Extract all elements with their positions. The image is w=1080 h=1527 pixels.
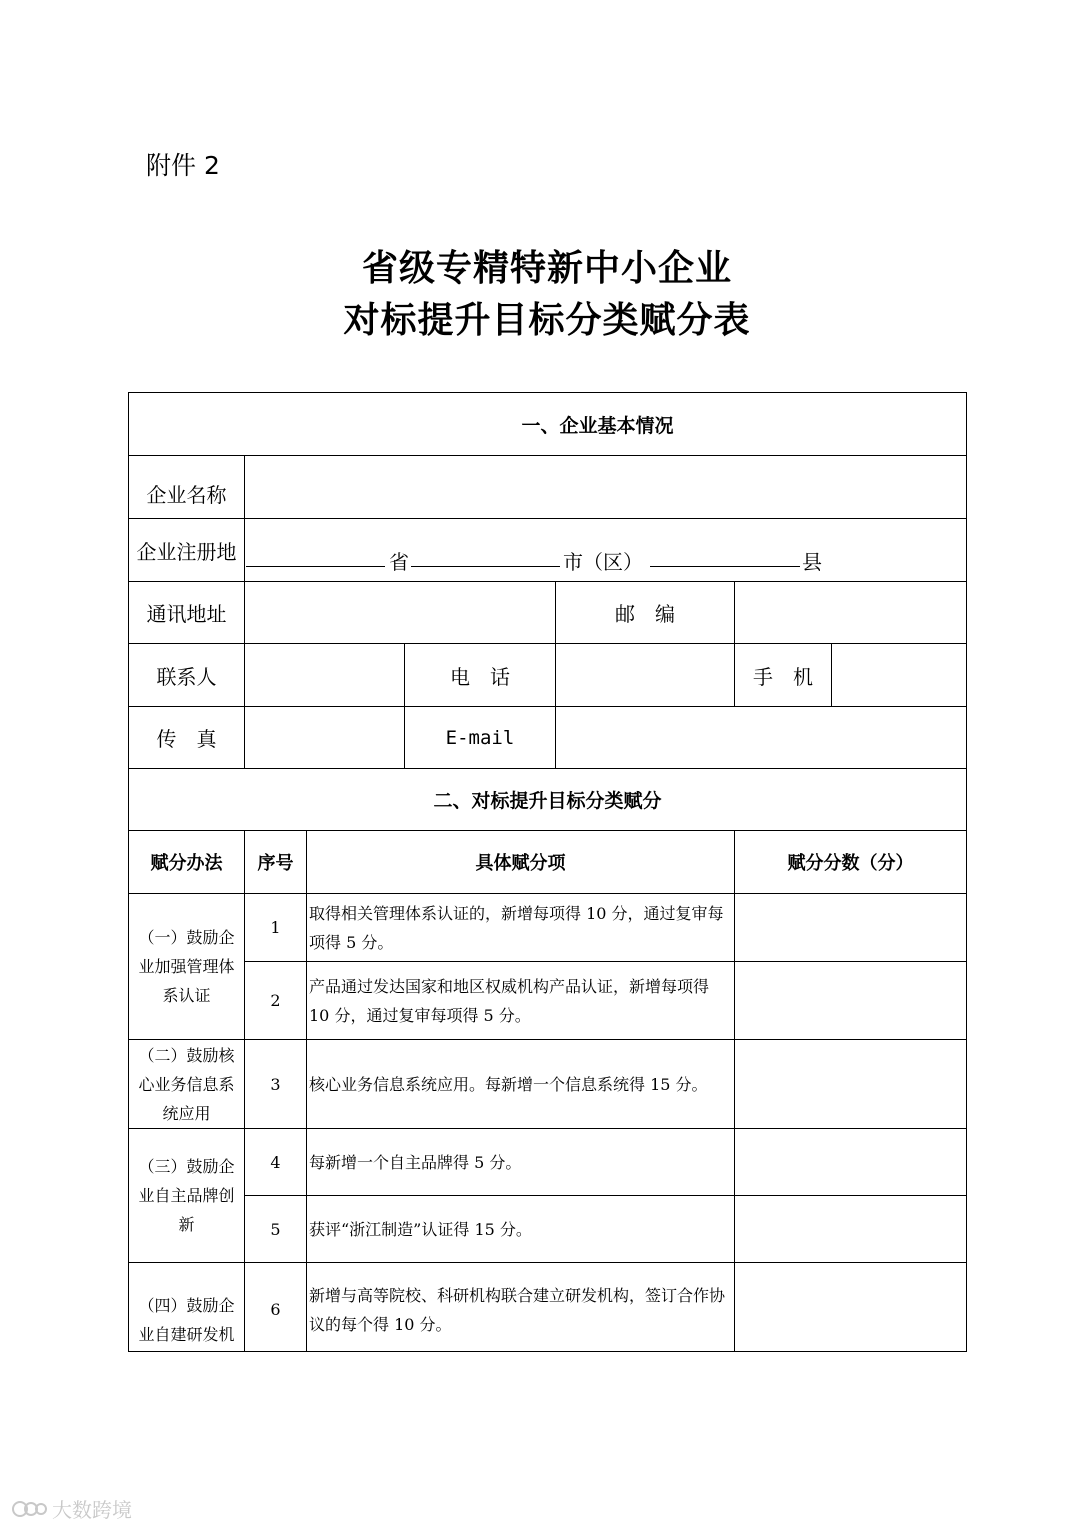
- phone-field[interactable]: [555, 643, 735, 707]
- province-suffix: 省: [389, 550, 409, 574]
- company-name-field[interactable]: [244, 455, 967, 519]
- fax-field[interactable]: [244, 706, 405, 769]
- registered-label: 企业注册地: [128, 518, 245, 582]
- page-title-line2: 对标提升目标分类赋分表: [343, 299, 751, 341]
- county-blank[interactable]: [650, 566, 800, 567]
- row-2-score[interactable]: [734, 961, 967, 1040]
- contact-field[interactable]: [244, 643, 405, 707]
- row-2-item: 产品通过发达国家和地区权威机构产品认证，新增每项得 10 分，通过复审每项得 5 分。: [306, 961, 735, 1040]
- row-5-item: 获评“浙江制造”认证得 15 分。: [306, 1195, 735, 1263]
- fax-label: 传 真: [128, 706, 245, 769]
- postcode-field[interactable]: [734, 581, 967, 644]
- watermark-logo-icon: [12, 1498, 48, 1520]
- attachment-label: 附件 2: [146, 151, 220, 180]
- group-1-method: （一）鼓励企业加强管理体系认证: [128, 893, 245, 1040]
- city-blank[interactable]: [411, 566, 560, 567]
- group-2-method: （二）鼓励核心业务信息系统应用: [128, 1039, 245, 1129]
- row-1-item: 取得相关管理体系认证的，新增每项得 10 分，通过复审每项得 5 分。: [306, 893, 735, 962]
- watermark: [12, 1494, 132, 1523]
- contact-label: 联系人: [128, 643, 245, 707]
- city-suffix: 市（区）: [563, 550, 643, 574]
- row-6-score[interactable]: [734, 1262, 967, 1352]
- county-suffix: 县: [802, 550, 822, 574]
- address-field[interactable]: [244, 581, 556, 644]
- row-4-item: 每新增一个自主品牌得 5 分。: [306, 1128, 735, 1196]
- postcode-label: 邮 编: [555, 581, 735, 644]
- row-3-number: 3: [244, 1039, 307, 1129]
- address-label: 通讯地址: [128, 581, 245, 644]
- group-4-method: （四）鼓励企业自建研发机: [128, 1262, 245, 1352]
- row-5-score[interactable]: [734, 1195, 967, 1263]
- row-3-score[interactable]: [734, 1039, 967, 1129]
- header-method: 赋分办法: [128, 830, 245, 894]
- row-5-number: 5: [244, 1195, 307, 1263]
- company-name-label: 企业名称: [128, 455, 245, 519]
- province-blank[interactable]: [246, 566, 385, 567]
- row-6-item: 新增与高等院校、科研机构联合建立研发机构，签订合作协议的每个得 10 分。: [306, 1262, 735, 1352]
- header-score: 赋分分数（分）: [734, 830, 967, 894]
- row-3-item: 核心业务信息系统应用。每新增一个信息系统得 15 分。: [306, 1039, 735, 1129]
- watermark-text: 大数跨境: [52, 1498, 132, 1522]
- mobile-field[interactable]: [831, 643, 967, 707]
- row-4-score[interactable]: [734, 1128, 967, 1196]
- header-number: 序号: [244, 830, 307, 894]
- row-6-number: 6: [244, 1262, 307, 1352]
- header-item: 具体赋分项: [306, 830, 735, 894]
- row-2-number: 2: [244, 961, 307, 1040]
- section1-heading: 一、企业基本情况: [128, 392, 967, 456]
- email-field[interactable]: [555, 706, 967, 769]
- mobile-label: 手 机: [734, 643, 832, 707]
- section2-heading: 二、对标提升目标分类赋分: [128, 768, 967, 831]
- phone-label: 电 话: [404, 643, 556, 707]
- row-4-number: 4: [244, 1128, 307, 1196]
- row-1-number: 1: [244, 893, 307, 962]
- email-label: E-mail: [404, 706, 556, 769]
- row-1-score[interactable]: [734, 893, 967, 962]
- group-3-method: （三）鼓励企业自主品牌创新: [128, 1128, 245, 1263]
- page-title-line1: 省级专精特新中小企业: [361, 247, 732, 289]
